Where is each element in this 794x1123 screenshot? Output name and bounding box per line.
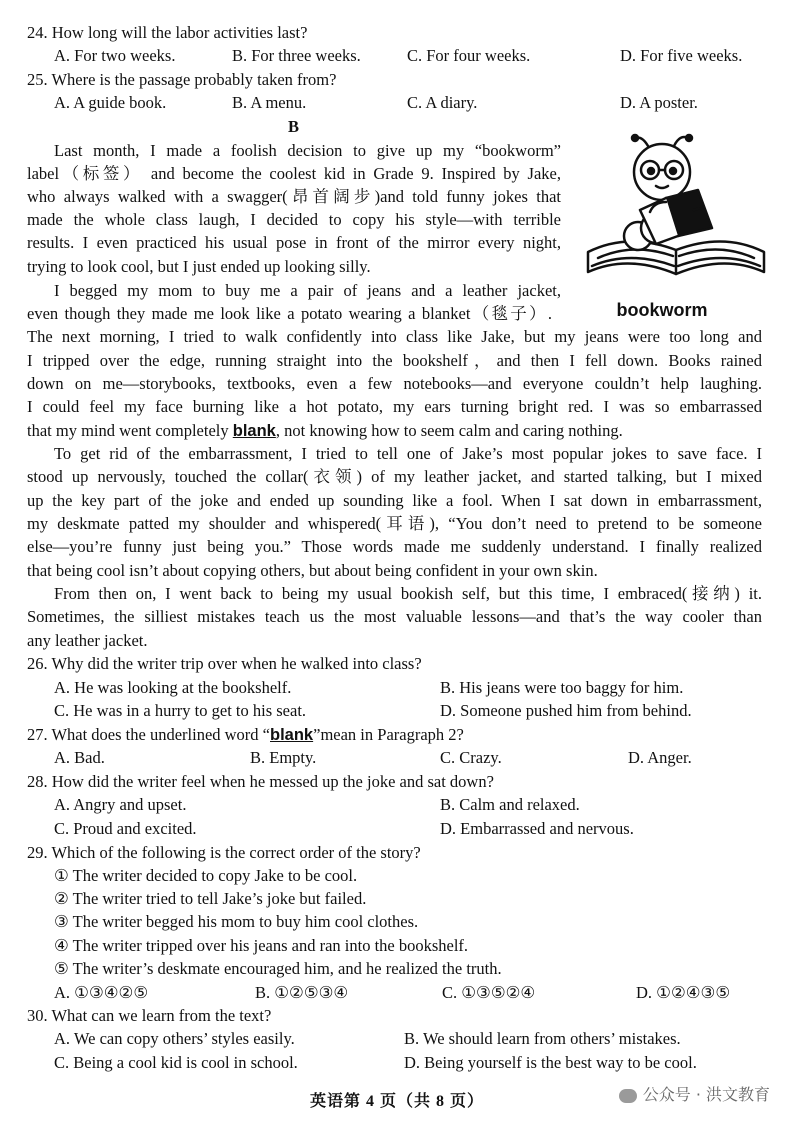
- passage-line: I begged my mom to buy me a pair of jeans and a leather jacket,: [54, 281, 561, 300]
- q27-stem: [27, 724, 464, 746]
- q29-item: ③ The writer begged his mom to buy him cool clothes.: [54, 912, 419, 931]
- q25-option-d: D. A poster.: [620, 93, 698, 112]
- passage-line: else—you’re funny just being you.” Those words made me suddenly understand. I finally realized: [27, 537, 762, 556]
- q27-stem-after: ”mean in Paragraph 2?: [313, 725, 464, 744]
- q29-item: ④ The writer tripped over his jeans and ran into the bookshelf.: [54, 936, 469, 955]
- q26-option-d: D. Someone pushed him from behind.: [440, 701, 692, 720]
- passage-line: results. I even practiced his usual pose in front of the mirror every night,: [27, 233, 561, 252]
- wechat-icon: [619, 1089, 637, 1103]
- q24-option-c: C. For four weeks.: [407, 46, 531, 65]
- passage-line: even though they made me look like a potato wearing a blanket（毯子）.: [27, 304, 552, 323]
- q24-option-a: A. For two weeks.: [54, 46, 176, 65]
- q28-option-c: C. Proud and excited.: [54, 819, 197, 838]
- passage-line: who always walked with a swagger(昂首阔步)and told funny jokes that: [27, 187, 561, 206]
- section-b-heading: B: [288, 117, 300, 136]
- passage-line: To get rid of the embarrassment, I tried to tell one of Jake’s most popular jokes to save face. I: [54, 444, 762, 463]
- passage-line: I could feel my face burning like a hot potato, my ears turning bright red. I was so embarrassed: [27, 397, 762, 416]
- q28-option-d: D. Embarrassed and nervous.: [440, 819, 634, 838]
- q27-option-d: D. Anger.: [628, 748, 692, 767]
- q26-option-a: A. He was looking at the bookshelf.: [54, 678, 292, 697]
- q30-option-d: D. Being yourself is the best way to be cool.: [404, 1053, 697, 1072]
- q25-option-c: C. A diary.: [407, 93, 478, 112]
- q29-option-b: B. ①②⑤③④: [255, 983, 349, 1002]
- q27-stem-before: 27. What does the underlined word “: [27, 725, 271, 744]
- q29-item: ⑤ The writer’s deskmate encouraged him, and he realized the truth.: [54, 959, 502, 978]
- q27-option-b: B. Empty.: [250, 748, 317, 767]
- q29-option-c: C. ①③⑤②④: [442, 983, 536, 1002]
- passage-line-blank: [27, 420, 623, 442]
- watermark-text: 公众号 · 洪文教育: [642, 1085, 770, 1104]
- illustration-caption: bookworm: [616, 300, 708, 320]
- q24-option-b: B. For three weeks.: [232, 46, 361, 65]
- q27-underlined-word: blank: [270, 726, 314, 744]
- q28-option-a: A. Angry and upset.: [54, 795, 187, 814]
- blank-line-before: that my mind went completely: [27, 421, 233, 440]
- passage-line: stood up nervously, touched the collar(衣领) of my leather jacket, and started talking, but I mixed: [27, 467, 762, 486]
- q29-stem: 29. Which of the following is the correct order of the story?: [27, 843, 421, 862]
- q29-option-a: A. ①③④②⑤: [54, 983, 149, 1002]
- passage-line: made the whole class laugh, I decided to copy his style—with terrible: [27, 210, 561, 229]
- underlined-word-blank: blank: [232, 422, 276, 440]
- q26-stem: 26. Why did the writer trip over when he walked into class?: [27, 654, 422, 673]
- q27-option-c: C. Crazy.: [440, 748, 502, 767]
- passage-line: that being cool isn’t about copying others, but about being confident in your own skin.: [27, 561, 598, 580]
- watermark: [619, 1082, 770, 1105]
- q25-option-b: B. A menu.: [232, 93, 307, 112]
- q27-option-a: A. Bad.: [54, 748, 105, 767]
- q29-item: ② The writer tried to tell Jake’s joke but failed.: [54, 889, 367, 908]
- q28-option-b: B. Calm and relaxed.: [440, 795, 580, 814]
- q26-option-c: C. He was in a hurry to get to his seat.: [54, 701, 307, 720]
- passage-line: I tripped over the edge, running straight into the bookshelf，and then I fell down. Books rained: [27, 351, 762, 370]
- page-footer: 英语第 4 页（共 8 页）: [309, 1093, 484, 1110]
- passage-line: any leather jacket.: [27, 631, 148, 650]
- q26-option-b: B. His jeans were too baggy for him.: [440, 678, 684, 697]
- passage-line: Last month, I made a foolish decision to give up my “bookworm”: [54, 141, 561, 160]
- q30-option-a: A. We can copy others’ styles easily.: [54, 1029, 295, 1048]
- passage-line: The next morning, I tried to walk confidently into class like Jake, but my jeans were too long and: [27, 327, 762, 346]
- q25-stem: 25. Where is the passage probably taken from?: [27, 70, 337, 89]
- q29-item: ① The writer decided to copy Jake to be cool.: [54, 866, 358, 885]
- q30-stem: 30. What can we learn from the text?: [27, 1006, 272, 1025]
- passage-line: my deskmate patted my shoulder and whispered(耳语), “You don’t need to pretend to be someone: [27, 514, 762, 533]
- passage-line: up the key part of the joke and ended up sounding like a fool. When I sat down in embarrassment,: [27, 491, 762, 510]
- q29-option-d: D. ①②④③⑤: [636, 983, 731, 1002]
- q28-stem: 28. How did the writer feel when he messed up the joke and sat down?: [27, 772, 494, 791]
- q24-stem: 24. How long will the labor activities last?: [27, 23, 308, 42]
- blank-line-after: , not knowing how to seem calm and caring nothing.: [275, 421, 623, 440]
- q24-option-d: D. For five weeks.: [620, 46, 743, 65]
- q30-option-c: C. Being a cool kid is cool in school.: [54, 1053, 298, 1072]
- q25-option-a: A. A guide book.: [54, 93, 167, 112]
- passage-line: label（标签） and become the coolest kid in Grade 9. Inspired by Jake,: [27, 164, 561, 183]
- q30-option-b: B. We should learn from others’ mistakes.: [404, 1029, 681, 1048]
- passage-line: Sometimes, the silliest mistakes teach us the most valuable lessons—and that’s the way cooler than: [27, 607, 762, 626]
- passage-line: down on me—storybooks, textbooks, even a few notebooks—and everyone couldn’t help laughing.: [27, 374, 762, 393]
- passage-line: trying to look cool, but I just ended up looking silly.: [27, 257, 371, 276]
- passage-line: From then on, I went back to being my usual bookish self, but this time, I embraced(接纳) it.: [54, 584, 762, 603]
